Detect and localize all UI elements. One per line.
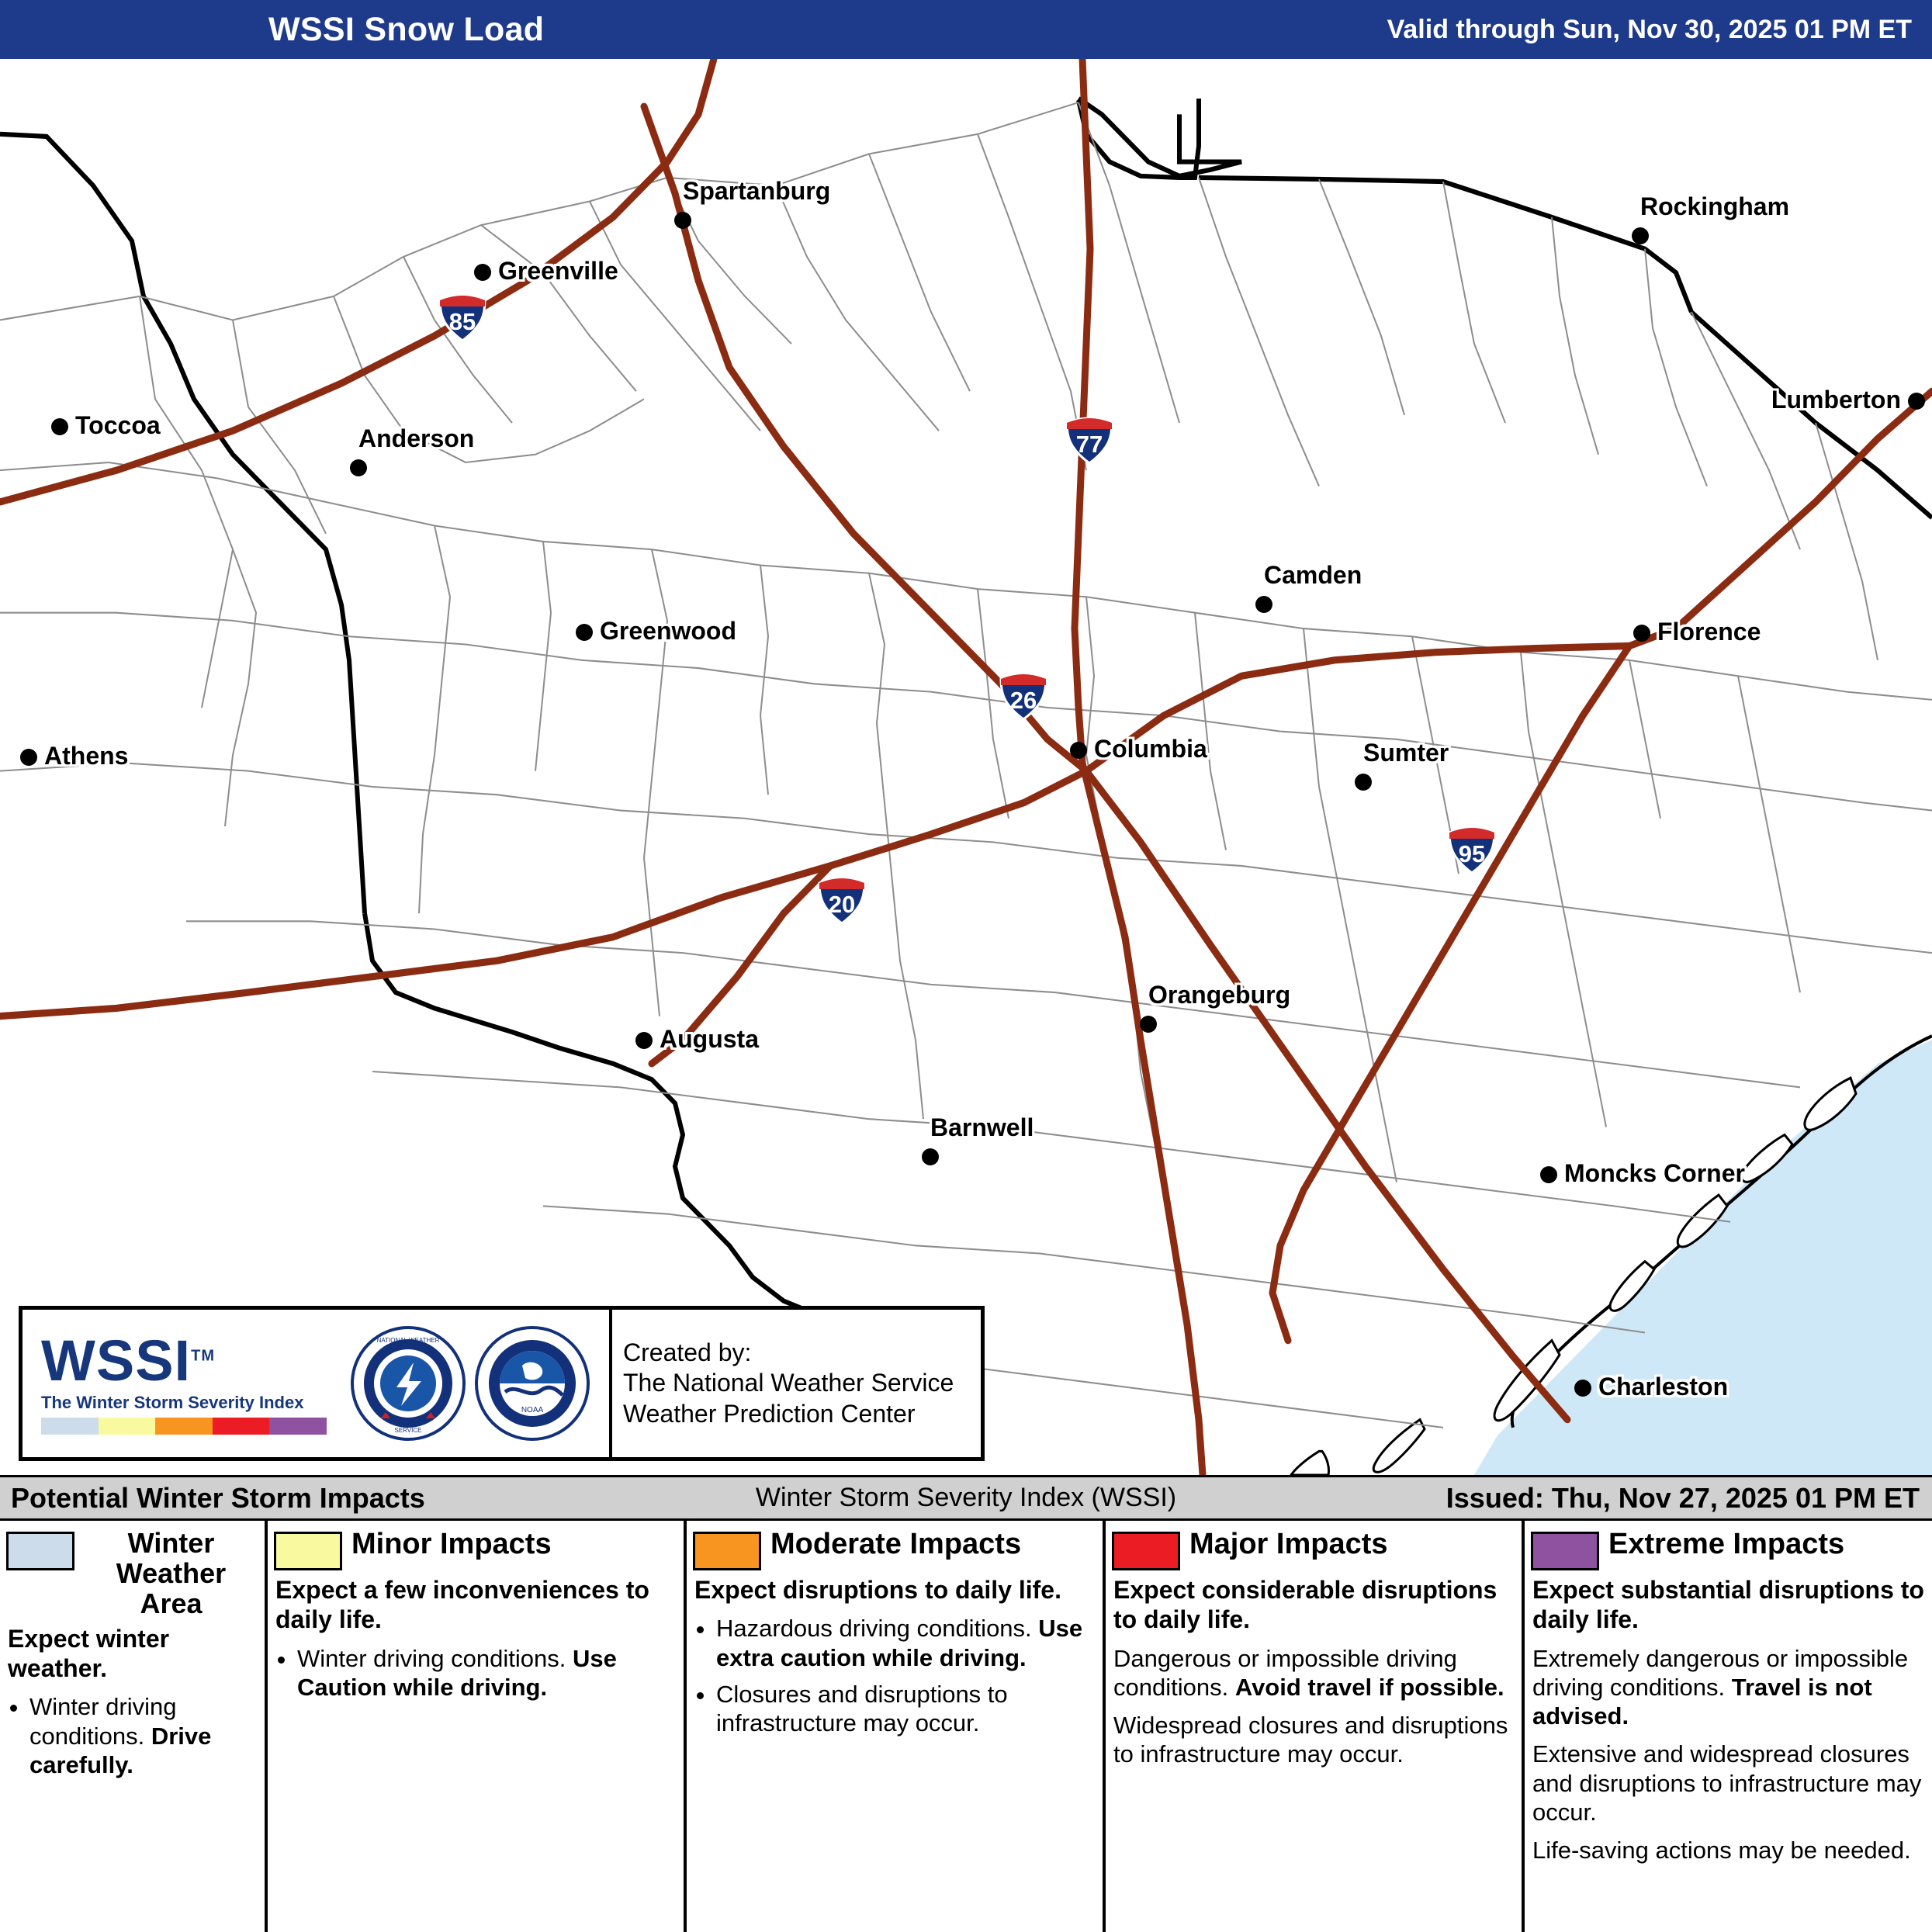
- wssi-logo: [33, 1328, 336, 1435]
- paragraph-text: Widespread closures and disruptions to infrastructure may occur.: [1113, 1712, 1508, 1768]
- city-dot: [674, 212, 691, 229]
- map-geography: [0, 59, 1932, 1475]
- city-dot: [51, 418, 68, 435]
- bullet-emphasis: Use extra caution while driving.: [716, 1615, 1083, 1671]
- legend-lead: Expect winter weather.: [8, 1624, 170, 1683]
- city-label: Rockingham: [1640, 192, 1790, 220]
- legend-lead: Expect a few inconveniences to daily life.: [275, 1576, 649, 1634]
- wssi-color-bar: [41, 1418, 327, 1435]
- bar-winter-weather: [41, 1418, 99, 1435]
- legend-header: [268, 1521, 684, 1570]
- interstate-shield-85[interactable]: [437, 294, 488, 342]
- city-dot: [576, 624, 593, 641]
- legend-title: Major Impacts: [1189, 1528, 1388, 1560]
- noaa-seal-icon: [474, 1325, 590, 1442]
- wssi-name-label: Winter Storm Severity Index (WSSI): [755, 1483, 1177, 1512]
- legend-bullets: [694, 1614, 1095, 1737]
- bar-extreme: [269, 1418, 327, 1435]
- wssi-wordmark: WSSI™: [41, 1328, 216, 1393]
- interstate-shield-95[interactable]: [1446, 826, 1497, 874]
- bullet-emphasis: Use Caution while driving.: [297, 1644, 617, 1701]
- legend-title: Minor Impacts: [351, 1528, 552, 1560]
- bullet-text: Winter driving conditions.: [297, 1644, 573, 1672]
- svg-text:SERVICE: SERVICE: [394, 1427, 422, 1434]
- agency-seals: [336, 1325, 604, 1442]
- page-header: [0, 0, 1932, 59]
- bar-minor: [99, 1418, 156, 1435]
- legend-body: [1525, 1570, 1932, 1864]
- impact-legend: [0, 1521, 1932, 1932]
- legend-title: Winter Weather Area: [116, 1527, 227, 1619]
- city-dot: [1632, 227, 1649, 244]
- bullet-text: Winter driving conditions.: [29, 1693, 177, 1750]
- city-label: Florence: [1657, 618, 1761, 646]
- paragraph-text: Extremely dangerous or impossible driving conditions.: [1532, 1644, 1909, 1701]
- legend-paragraph: [1113, 1644, 1514, 1702]
- created-by-block: [609, 1310, 954, 1457]
- city-dot: [1355, 774, 1372, 791]
- legend-lead: Expect considerable disruptions to daily life.: [1113, 1576, 1497, 1634]
- city-dot: [20, 749, 37, 766]
- legend-title: Moderate Impacts: [770, 1528, 1022, 1560]
- legend-body: [1106, 1570, 1522, 1769]
- page-title: WSSI Snow Load: [268, 10, 545, 48]
- legend-bullets: [275, 1644, 676, 1702]
- legend-header: [1525, 1521, 1932, 1570]
- legend-title: Extreme Impacts: [1608, 1528, 1845, 1560]
- city-label: Greenwood: [600, 617, 737, 645]
- legend-bullet: [297, 1644, 676, 1702]
- legend-body: [687, 1570, 1103, 1737]
- legend-lead: Expect substantial disruptions to daily life.: [1532, 1576, 1924, 1634]
- city-label: Toccoa: [75, 411, 161, 439]
- valid-through-text: Valid through Sun, Nov 30, 2025 01 PM ET: [1387, 14, 1912, 44]
- legend-lead: Expect disruptions to daily life.: [694, 1576, 1061, 1604]
- paragraph-emphasis: Travel is not advised.: [1532, 1673, 1872, 1730]
- interstate-shield-77[interactable]: [1064, 417, 1115, 465]
- legend-paragraph: [1532, 1836, 1924, 1864]
- bullet-text: Hazardous driving conditions.: [716, 1615, 1039, 1643]
- city-dot: [1140, 1016, 1157, 1033]
- city-dot: [1540, 1166, 1557, 1183]
- paragraph-text: Life-saving actions may be needed.: [1532, 1836, 1911, 1864]
- wssi-credit-box: [19, 1306, 985, 1461]
- city-label: Anderson: [358, 424, 475, 452]
- trademark-symbol: TM: [191, 1347, 216, 1365]
- interstate-number: 77: [1075, 431, 1103, 458]
- city-dot: [922, 1148, 939, 1165]
- interstate-shield-26[interactable]: [998, 673, 1049, 721]
- city-label: Charleston: [1598, 1373, 1729, 1401]
- legend-swatch-minor-impacts: [274, 1532, 342, 1570]
- bullet-text: Closures and disruptions to infrastructure may occur.: [716, 1680, 1008, 1736]
- city-label: Sumter: [1363, 739, 1449, 767]
- interstate-shield-20[interactable]: [816, 877, 867, 925]
- legend-category-extreme-impacts[interactable]: [1525, 1521, 1932, 1932]
- city-label: Athens: [44, 742, 129, 770]
- city-label: Moncks Corner: [1564, 1159, 1745, 1187]
- bar-moderate: [155, 1418, 213, 1435]
- legend-category-winter-weather-area[interactable]: [0, 1521, 268, 1932]
- interstate-number: 26: [1009, 687, 1037, 714]
- city-dot: [1255, 596, 1272, 613]
- legend-bullet: [716, 1614, 1095, 1671]
- legend-header: [0, 1521, 265, 1619]
- bullet-emphasis: Drive carefully.: [29, 1722, 212, 1778]
- bar-major: [213, 1418, 270, 1435]
- legend-paragraph: [1532, 1740, 1924, 1826]
- legend-category-moderate-impacts[interactable]: [687, 1521, 1106, 1932]
- created-by-line-2: The National Weather Service: [623, 1369, 954, 1397]
- city-label: Augusta: [660, 1025, 759, 1053]
- legend-paragraph: [1532, 1644, 1924, 1731]
- city-label: Spartanburg: [683, 177, 831, 205]
- map-canvas[interactable]: [0, 59, 1932, 1477]
- city-dot: [1908, 393, 1925, 410]
- city-label: Columbia: [1094, 735, 1207, 763]
- legend-swatch-extreme-impacts: [1531, 1532, 1599, 1570]
- city-dot: [350, 459, 367, 476]
- city-dot: [1574, 1380, 1591, 1397]
- paragraph-text: Extensive and widespread closures and disruptions to infrastructure may occur.: [1532, 1740, 1922, 1826]
- legend-bullets: [8, 1692, 257, 1779]
- paragraph-emphasis: Avoid travel if possible.: [1234, 1673, 1504, 1701]
- legend-body: [0, 1619, 265, 1779]
- legend-swatch-major-impacts: [1112, 1532, 1180, 1570]
- legend-paragraph: [1113, 1711, 1514, 1768]
- created-by-line-1: Created by:: [623, 1338, 752, 1367]
- issued-label: Issued: Thu, Nov 27, 2025 01 PM ET: [1446, 1481, 1920, 1514]
- national-weather-service-seal-icon: [350, 1325, 466, 1442]
- svg-text:NATIONAL WEATHER: NATIONAL WEATHER: [376, 1337, 440, 1344]
- legend-swatch-moderate-impacts: [693, 1532, 761, 1570]
- city-label: Barnwell: [930, 1113, 1034, 1141]
- interstate-number: 95: [1458, 840, 1486, 867]
- paragraph-text: Dangerous or impossible driving conditions.: [1113, 1644, 1457, 1701]
- city-dot: [1070, 742, 1087, 759]
- legend-category-minor-impacts[interactable]: [268, 1521, 687, 1932]
- city-dot: [474, 264, 491, 281]
- city-dot: [1633, 625, 1650, 642]
- legend-body: [268, 1570, 684, 1702]
- interstate-number: 20: [828, 891, 856, 918]
- impacts-subheader: [0, 1477, 1932, 1521]
- wssi-subtitle: The Winter Storm Severity Index: [41, 1393, 304, 1412]
- interstate-number: 85: [448, 308, 476, 335]
- city-label: Orangeburg: [1148, 981, 1291, 1009]
- legend-swatch-winter-weather-area: [6, 1532, 74, 1570]
- svg-text:NOAA: NOAA: [521, 1406, 544, 1414]
- legend-header: [1106, 1521, 1522, 1570]
- potential-impacts-label: Potential Winter Storm Impacts: [11, 1481, 425, 1514]
- city-label: Greenville: [498, 257, 618, 285]
- legend-header: [687, 1521, 1103, 1570]
- created-by-line-3: Weather Prediction Center: [623, 1399, 916, 1428]
- legend-bullet: [29, 1692, 257, 1779]
- city-dot: [635, 1032, 653, 1049]
- city-label: Camden: [1264, 561, 1362, 589]
- city-label: Lumberton: [1771, 386, 1901, 414]
- legend-bullet: [716, 1680, 1095, 1737]
- legend-category-major-impacts[interactable]: [1106, 1521, 1525, 1932]
